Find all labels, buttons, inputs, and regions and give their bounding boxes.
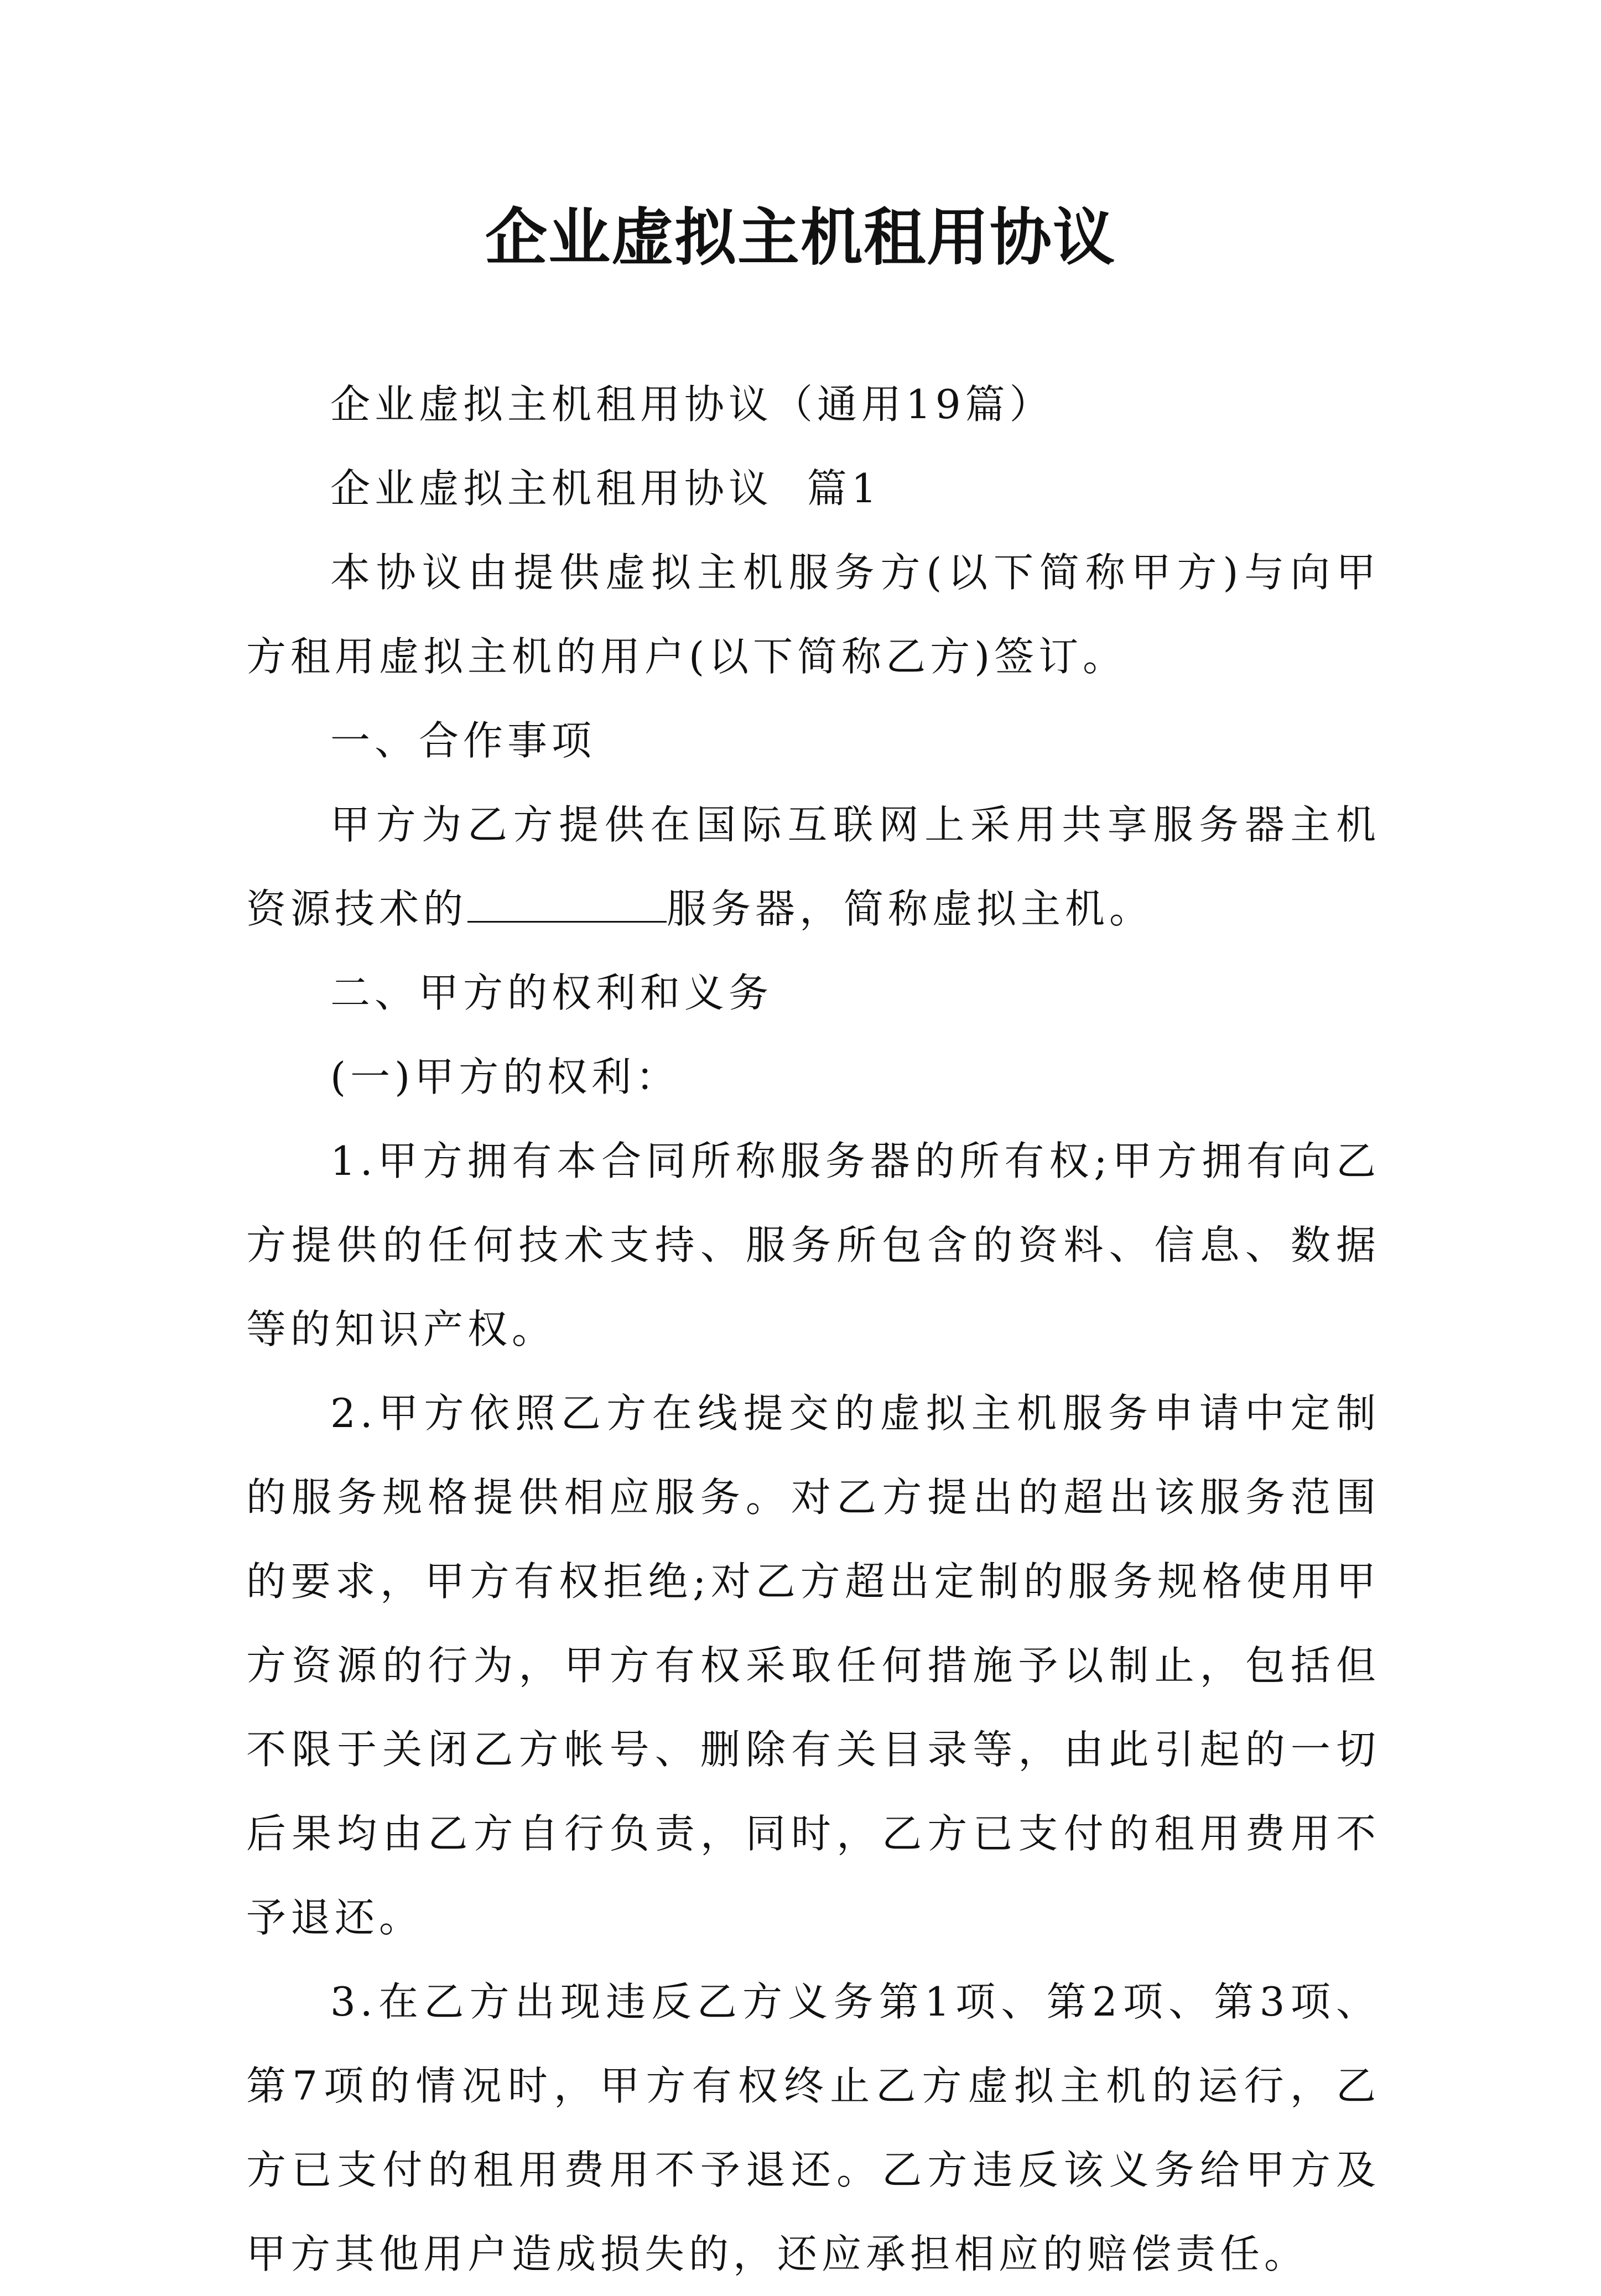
clause-text-after-blank: 服务器，简称虚拟主机。: [667, 886, 1154, 932]
item-3: 3.在乙方出现违反乙方义务第1项、第2项、第3项、第7项的情况时，甲方有权终止乙方虚拟主机的运行，乙方已支付的租用费用不予退还。乙方违反该义务给甲方及甲方其他用户造成损失的，还应承担相应的赔偿责任。: [246, 1979, 1380, 2277]
clause-cooperation: [246, 783, 1380, 951]
section-heading: 企业虚拟主机租用协议 篇1: [330, 465, 881, 512]
fill-in-blank: [467, 889, 667, 923]
heading-party-a-rights-obligations: 二、甲方的权利和义务: [330, 970, 773, 1016]
subtitle: 企业虚拟主机租用协议（通用19篇）: [330, 381, 1054, 428]
subheading-party-a-rights: (一)甲方的权利：: [330, 1054, 680, 1100]
intro-paragraph: 本协议由提供虚拟主机服务方(以下简称甲方)与向甲方租用虚拟主机的用户(以下简称乙方)签订。: [246, 549, 1380, 680]
document-body: [246, 362, 1380, 2296]
document-title: 企业虚拟主机租用协议: [485, 201, 1116, 274]
item-1: 1.甲方拥有本合同所称服务器的所有权;甲方拥有向乙方提供的任何技术支持、服务所包含的资料、信息、数据等的知识产权。: [246, 1138, 1380, 1352]
item-2: 2.甲方依照乙方在线提交的虚拟主机服务申请中定制的服务规格提供相应服务。对乙方提出的超出该服务范围的要求，甲方有权拒绝;对乙方超出定制的服务规格使用甲方资源的行为，甲方有权采取任何措施予以制止，包括但不限于关闭乙方帐号、删除有关目录等，由此引起的一切后果均由乙方自行负责，同时，乙方已支付的租用费用不予退还。: [246, 1390, 1380, 1941]
clause-text-before-blank: 甲方为乙方提供在国际互联网上采用共享服务器主机资源技术的: [246, 801, 1380, 932]
heading-cooperation: 一、合作事项: [330, 717, 596, 764]
